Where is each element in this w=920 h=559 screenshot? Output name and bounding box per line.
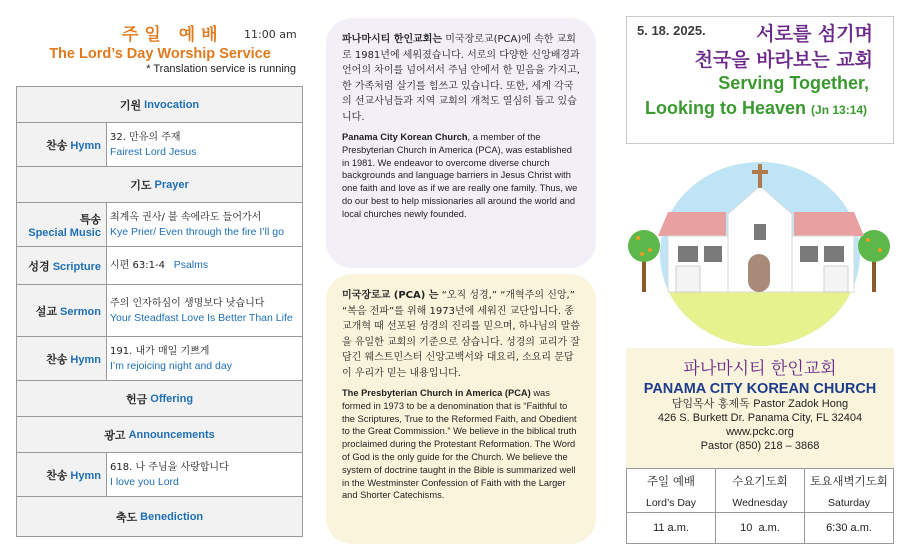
order-item-label: 특송 Special Music [17, 203, 107, 246]
order-row-announcements [17, 417, 302, 453]
order-item-detail: 32. 만유의 주재 Fairest Lord Jesus [110, 131, 197, 158]
schedule-column [627, 469, 716, 543]
order-row-hymn [17, 453, 302, 497]
worship-title-en: The Lord’s Day Worship Service [49, 46, 271, 62]
pastor-line: 담임목사 홍제독 Pastor Zadok Hong [671, 397, 849, 410]
order-item-en: Announcements [125, 428, 215, 441]
order-item-label: 찬송 Hymn [17, 453, 107, 496]
tree-left-icon [628, 230, 660, 292]
church-building-icon [658, 164, 864, 292]
order-item-en: Benediction [137, 510, 204, 523]
church-info-box [626, 348, 894, 468]
order-item-kr: 기도 [130, 179, 152, 192]
order-item-detail: 주의 인자하심이 생명보다 낫습니다 Your Steadfast Love Is Better Than Life [110, 297, 293, 324]
worship-header [14, 20, 306, 75]
theme-kr-line1: 서로를 섬기며 [756, 23, 873, 45]
order-row-prayer [17, 167, 302, 203]
grass-ground [628, 290, 892, 346]
church-phone: Pastor (850) 218 – 3868 [700, 440, 820, 452]
schedule-time: 10 a.m. [740, 522, 780, 534]
schedule-column [716, 469, 805, 543]
theme-box [626, 16, 894, 144]
order-row-scripture [17, 247, 302, 285]
order-item-label: 찬송 Hymn [17, 337, 107, 380]
order-item-label: 성경 Scripture [17, 247, 107, 284]
church-name-kr: 파나마시티 한인교회 [683, 359, 837, 379]
church-website[interactable]: www.pckc.org [726, 426, 794, 438]
schedule-service-en: Lord’s Day [627, 493, 715, 513]
order-item-kr: 광고 [104, 429, 126, 442]
theme-en-line1: Serving Together, [718, 73, 869, 93]
schedule-service-kr: 수요기도회 [732, 474, 788, 488]
worship-time: 11:00 am [244, 28, 297, 41]
order-item-detail: 최계옥 권사/ 불 속에라도 들어가서 Kye Prier/ Even through the fire I’ll go [110, 211, 284, 238]
theme-scripture-ref: (Jn 13:14) [811, 103, 868, 117]
order-row-offering [17, 381, 302, 417]
service-schedule-table [626, 468, 894, 544]
order-item-detail: 시편 63:1-4 Psalms [110, 259, 209, 271]
pca-box [326, 274, 596, 544]
tree-right-icon [858, 230, 890, 292]
order-row-invocation [17, 87, 302, 123]
order-item-label: 찬송 Hymn [17, 123, 107, 166]
schedule-service-en: Wednesday [716, 493, 804, 513]
order-item-detail: 191. 내가 매일 기쁘게 I’m rejoicing night and day [110, 345, 232, 372]
about-church-box [326, 18, 596, 268]
order-row-benediction [17, 497, 302, 537]
church-illustration [628, 150, 892, 346]
order-item-kr: 축도 [115, 511, 138, 524]
schedule-service-en: Saturday [805, 493, 893, 513]
worship-title-kr: 주일 예배 [122, 25, 224, 45]
bulletin-date: 5. 18. 2025. [637, 23, 706, 38]
pca-kr-paragraph: 미국장로교 (PCA) 는 “오직 성경,” “개혁주의 신앙,” “복음 전파”를 위해 1973년에 세워진 교단입니다. 종교개혁 때 선포된 성경의 진리를 믿으며, 하나님의 말씀을 유일한 교회의 기준으로 삼습니다. 성경의 교리가 잘 담긴 웨스트민스터 신앙고백서와 대요리, 소요리 문답이 우리가 믿는 내용입니다. [342, 290, 580, 379]
order-item-label: 설교 Sermon [17, 285, 107, 336]
order-row-sermon [17, 285, 302, 337]
schedule-service-kr: 토요새벽기도회 [810, 474, 888, 488]
order-row-hymn [17, 337, 302, 381]
order-item-en: Invocation [141, 98, 200, 111]
order-item-en: Offering [147, 392, 194, 405]
order-row-hymn [17, 123, 302, 167]
about-kr-paragraph: 파나마시티 한인교회는 미국장로교(PCA)에 속한 교회로 1981년에 세워졌습니다. 서로의 다양한 신앙배경과 언어의 차이를 넘어서서 주님 안에서 한 믿음을 가지고, 한 가족처럼 살기를 힘쓰고 있습니다. 또한, 세계 각국의 선교사님들과 지역 교회의 개척도 열심히 돕고 있습니다. [342, 34, 580, 123]
schedule-column [805, 469, 893, 543]
order-item-detail: 618. 나 주님을 사랑합니다 I love you Lord [110, 461, 229, 488]
schedule-service-kr: 주일 예배 [646, 474, 696, 488]
translation-note: * Translation service is running [146, 63, 296, 75]
pca-en-paragraph: The Presbyterian Church in America (PCA) was formed in 1973 to be a denomination that is “Faithful to the Scriptures, True to the Reformed Faith, and Obedient to the Great Commission.” We believe in the biblical truth proclaimed during the Protestant Reformation. The Word of God is the only guide for the Church. We believe the system of doctrine taught in the Bible is summarized well in the Westminster Confession of Faith with the Larger and Shorter Catechisms. [342, 388, 577, 501]
about-en-paragraph: Panama City Korean Church, a member of the Presbyterian Church in America (PCA), was established in 1981. We endeavor to overcome diverse church backgrounds and language barriers in Jesus Christ with one faith and love as if we are really one family. Thus, we do our best to help missionaries all around the world and local churches newly founded. [342, 132, 578, 219]
order-item-kr: 기원 [119, 99, 142, 112]
theme-en-line2: Looking to Heaven (Jn 13:14) [645, 98, 868, 118]
schedule-time: 11 a.m. [653, 522, 689, 534]
order-row-special-music [17, 203, 302, 247]
order-item-en: Prayer [151, 178, 189, 191]
church-address: 426 S. Burkett Dr. Panama City, FL 32404 [657, 412, 863, 424]
order-of-worship-table [16, 86, 303, 537]
church-name-en: PANAMA CITY KOREAN CHURCH [643, 381, 877, 397]
order-item-kr: 헌금 [125, 393, 148, 406]
theme-kr-line2: 천국을 바라보는 교회 [694, 49, 873, 71]
schedule-time: 6:30 a.m. [826, 522, 872, 534]
